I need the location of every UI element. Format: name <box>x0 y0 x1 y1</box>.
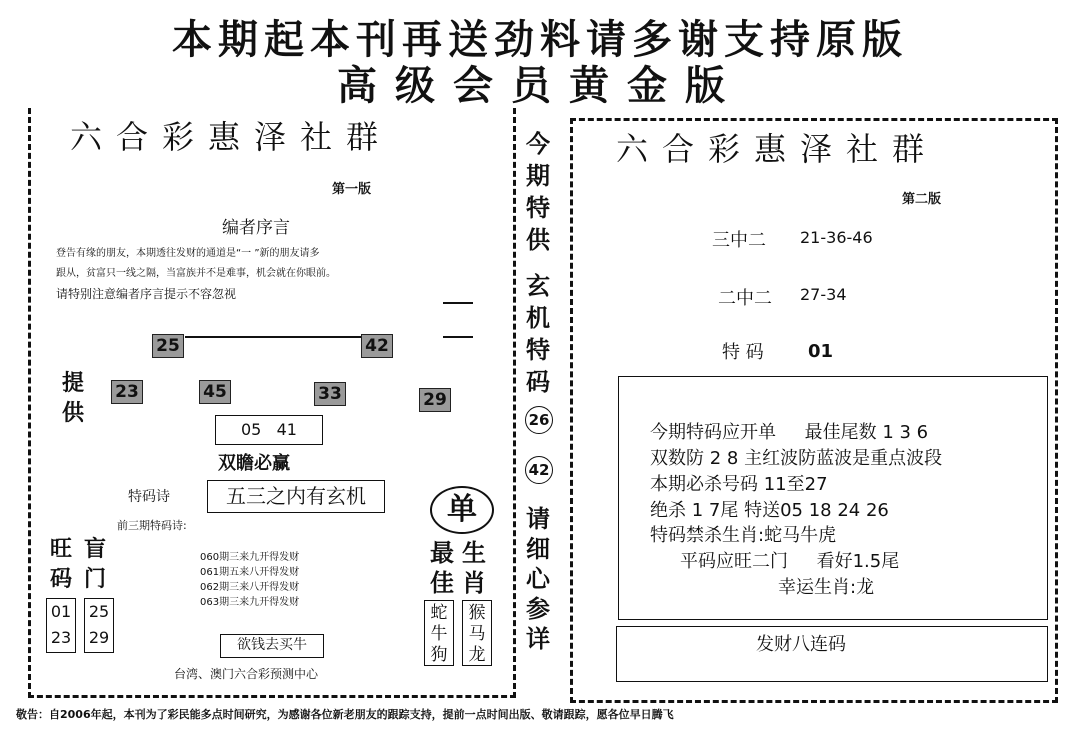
prev-item: 063期三来九开得发财 <box>200 597 300 608</box>
zodiac-left: 蛇牛狗 <box>424 600 454 666</box>
poem-box: 五三之内有玄机 <box>207 480 385 513</box>
three-two-value: 21-36-46 <box>800 228 873 247</box>
number-box: 29 <box>419 388 451 412</box>
two-two-label: 二中二 <box>718 288 772 309</box>
preface-line-1: 登告有缘的朋友，本期透往发财的通道是“一 ”新的朋友请多 <box>56 248 320 259</box>
pair-box: 05 41 <box>215 415 323 445</box>
buy-box: 欲钱去买牛 <box>220 634 324 658</box>
mang-numbers <box>84 598 114 653</box>
right-edition: 第二版 <box>902 192 942 207</box>
divider-line <box>443 336 473 338</box>
info-line: 特码禁杀生肖:蛇马牛虎 <box>650 525 837 546</box>
left-footer: 台湾、澳门六合彩预测中心 <box>174 667 319 681</box>
divider-line <box>443 302 473 304</box>
circle-number: 42 <box>525 456 553 484</box>
number-box: 42 <box>361 334 393 358</box>
best-label: 最佳 <box>430 538 454 597</box>
wang-label: 旺码 <box>50 536 73 592</box>
three-two-label: 三中二 <box>712 230 766 251</box>
wang-numbers <box>46 598 76 653</box>
prev-item: 060期三来九开得发财 <box>200 552 300 563</box>
left-group-title: 六合彩惠泽社群 <box>70 118 393 156</box>
info-line: 平码应旺二门 看好1.5尾 <box>680 551 900 572</box>
number-box: 45 <box>199 380 231 404</box>
wang-number: 23 <box>50 628 72 647</box>
zodiac-right: 猴马龙 <box>462 600 492 666</box>
info-line: 幸运生肖:龙 <box>778 577 875 598</box>
middle-top-text: 今期特供 <box>526 129 550 254</box>
dan-label: 单 <box>430 486 494 534</box>
wang-number: 01 <box>50 602 72 621</box>
prev-item: 062期三来八开得发财 <box>200 582 300 593</box>
circle-number: 26 <box>525 406 553 434</box>
preface-line-2: 跟从，贫富只一线之隔，当富族并不是难事，机会就在你眼前。 <box>56 268 336 279</box>
mang-number: 29 <box>88 628 110 647</box>
bottom-notice: 敬告：自2006年起，本刊为了彩民能多点时间研究，为感谢各位新老朋友的跟踪支持，提前一点时间出版、敬请跟踪，愿各位早日腾飞 <box>16 708 674 721</box>
slogan: 双瞻必赢 <box>218 453 290 474</box>
middle-bottom-text: 请细心参详 <box>526 504 550 653</box>
prev-item: 061期五来八开得发财 <box>200 567 300 578</box>
divider-line <box>185 336 367 338</box>
info-line: 双数防 2 8 主红波防蓝波是重点波段 <box>650 448 943 469</box>
poem-label: 特码诗 <box>128 489 170 505</box>
left-edition: 第一版 <box>332 182 372 197</box>
preface-notice: 请特别注意编者序言提示不容忽视 <box>56 287 237 301</box>
right-group-title: 六合彩惠泽社群 <box>616 130 939 168</box>
header-line-2: 高级会员黄金版 <box>337 62 743 109</box>
prev-label: 前三期特码诗: <box>117 519 187 532</box>
special-value: 01 <box>808 341 834 362</box>
special-label: 特 码 <box>722 342 764 363</box>
two-two-value: 27-34 <box>800 285 847 304</box>
number-box: 23 <box>111 380 143 404</box>
info-line: 本期必杀号码 11至27 <box>650 474 828 495</box>
mang-label: 盲门 <box>84 536 107 592</box>
info-line: 绝杀 1 7尾 特送05 18 24 26 <box>650 500 889 521</box>
info-line: 今期特码应开单 最佳尾数 1 3 6 <box>650 422 929 443</box>
mang-number: 25 <box>88 602 110 621</box>
number-box: 25 <box>152 334 184 358</box>
number-box: 33 <box>314 382 346 406</box>
preface-title: 编者序言 <box>222 218 290 238</box>
header-line-1: 本期起本刊再送劲料请多谢支持原版 <box>172 16 908 63</box>
middle-mid-text: 玄机特码 <box>526 271 550 396</box>
eight-label: 发财八连码 <box>756 634 846 655</box>
provide-label: 提供 <box>62 370 85 426</box>
zodiac-label: 生肖 <box>462 538 486 597</box>
